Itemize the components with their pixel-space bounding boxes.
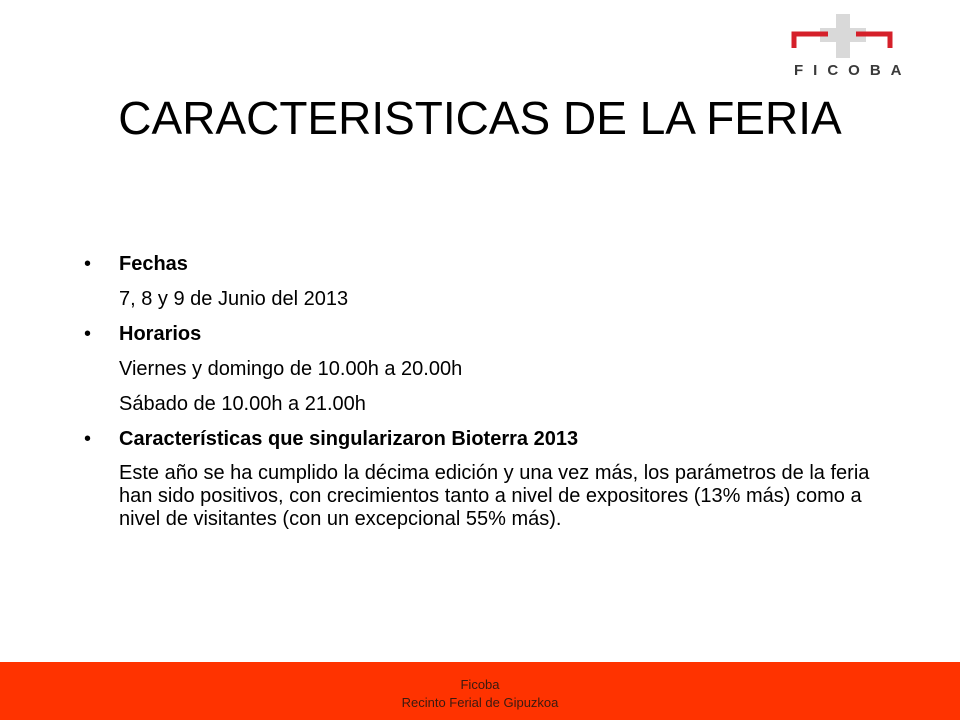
bullet-icon: • bbox=[84, 253, 92, 275]
footer-bar bbox=[0, 662, 960, 720]
section-heading-fechas: Fechas bbox=[119, 253, 188, 275]
ficoba-logo bbox=[786, 14, 912, 79]
section-heading-caracteristicas: Características que singularizaron Bioterra 2013 bbox=[119, 428, 579, 450]
bullet-item bbox=[84, 427, 904, 451]
bullet-item bbox=[84, 252, 904, 276]
slide-body bbox=[84, 252, 904, 542]
ficoba-logo-icon bbox=[790, 14, 894, 58]
horarios-detail: Sábado de 10.00h a 21.00h bbox=[119, 393, 366, 415]
section-heading-horarios: Horarios bbox=[119, 323, 202, 345]
logo-wordmark: FICOBA bbox=[794, 62, 912, 79]
bullet-item bbox=[84, 322, 904, 346]
bullet-icon: • bbox=[84, 323, 92, 345]
bullet-icon: • bbox=[84, 428, 92, 450]
horarios-detail: Viernes y domingo de 10.00h a 20.00h bbox=[119, 358, 463, 380]
fechas-detail: 7, 8 y 9 de Junio del 2013 bbox=[119, 288, 349, 310]
slide-title: CARACTERISTICAS DE LA FERIA bbox=[118, 92, 842, 144]
caracteristicas-paragraph: Este año se ha cumplido la décima edición y una vez más, los parámetros de la feria han sido positivos, con crecimientos tanto a nivel de expositores (13% más) como a nivel de visitantes (con un excepcional 55% más). bbox=[119, 462, 870, 530]
footer-subtitle: Recinto Ferial de Gipuzkoa bbox=[401, 695, 559, 710]
footer-organization: Ficoba bbox=[460, 677, 500, 692]
